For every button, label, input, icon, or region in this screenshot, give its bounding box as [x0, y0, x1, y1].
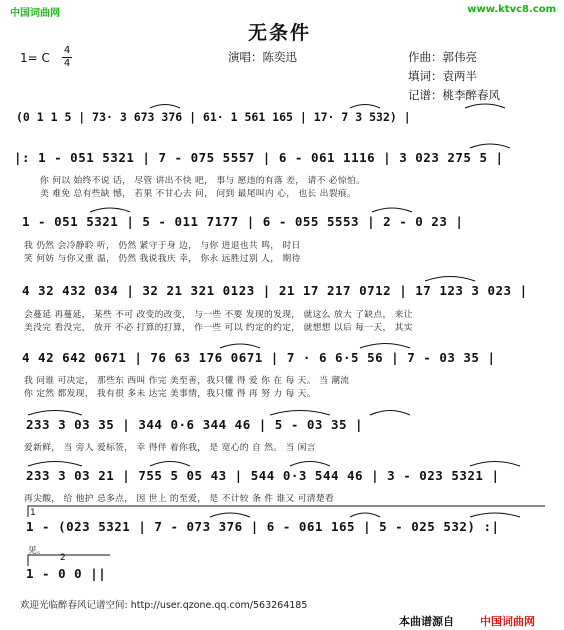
- footer-brand-link: 中国词曲网: [480, 615, 535, 628]
- time-signature-top: 4: [63, 45, 71, 56]
- composer-credit: 作曲：郭伟亮: [408, 50, 477, 64]
- lyric-row-2-verse-1: 我 仍然 会冷静聆 听， 仍然 紧守于身 边， 与你 进退也共 鸣， 时日: [24, 241, 301, 251]
- key-signature: 1= C: [20, 51, 50, 65]
- notation-row-6: 233 3 03 21 | 755 5 05 43 | 544 0·3 544 46 | 3 - 023 5321 |: [26, 468, 500, 483]
- slur-mark: [465, 104, 505, 108]
- singer-credit: 演唱：陈奕迅: [228, 50, 297, 64]
- volta-second-bracket: [28, 555, 110, 566]
- lyric-row-7: 见。: [28, 546, 47, 556]
- volta-first-label: 1: [30, 508, 36, 518]
- notation-row-5: 233 3 03 35 | 344 0·6 344 46 | 5 - 03 35 |: [26, 417, 364, 432]
- lyric-row-2-verse-2: 笑 何妨 与你又重 温， 仍然 我说我庆 幸， 你永 远胜过别 人， 期待: [24, 254, 301, 264]
- lyric-row-5: 爱新鲜， 当 旁人 爱标签， 幸 得伴 着你我， 是 宽心的 自 然。 当 闲言: [24, 443, 316, 453]
- watermark-top-right: www.ktvc8.com: [467, 4, 556, 15]
- slur-mark: [350, 105, 380, 109]
- transcriber-credit: 记谱：桃李醉春风: [408, 88, 500, 102]
- slur-mark: [350, 513, 380, 517]
- lyric-row-3-verse-2: 美没完 看没完， 放开 不必 打算的打算， 作一些 可以 约定的约定， 就想想 以后 每一天， 其实: [24, 323, 413, 333]
- notation-row-3: 4 32 432 034 | 32 21 321 0123 | 21 17 217 0712 | 17 123 3 023 |: [22, 283, 528, 298]
- notation-row-8: 1 - 0 0 ||: [26, 566, 107, 581]
- notation-row-2: 1 - 051 5321 | 5 - 011 7177 | 6 - 055 5553 | 2 - 0 23 |: [22, 214, 464, 229]
- slur-mark: [90, 208, 130, 212]
- slur-mark: [150, 105, 180, 109]
- lyric-row-3-verse-1: 会蔓延 再蔓延， 某些 不可 改变的改变， 与一些 不要 发现的发现， 就这么 放大 了缺点， 来让: [24, 310, 413, 320]
- lyric-row-6: 再尖酸， 给 他护 忌多点， 因 世上 的至爱， 是 不计较 条 件 谁又 可清楚看: [24, 494, 335, 504]
- slur-mark: [470, 513, 520, 517]
- notation-row-1: |: 1 - 051 5321 | 7 - 075 5557 | 6 - 061 1116 | 3 023 275 5 |: [14, 150, 504, 165]
- lyric-row-4-verse-1: 我 问谁 可决定， 那些东 西叫 作完 美至善，我只懂 得 爱 你 在 每 天。 当 潮流: [24, 376, 350, 386]
- slur-mark: [360, 344, 410, 349]
- notation-row-7: 1 - (023 5321 | 7 - 073 376 | 6 - 061 165 | 5 - 025 532) :|: [26, 519, 500, 534]
- slur-mark: [210, 513, 250, 517]
- slur-mark: [470, 144, 510, 148]
- song-title: 无条件: [248, 22, 312, 44]
- slur-mark: [28, 462, 82, 467]
- slur-mark: [425, 277, 475, 282]
- lyric-row-1-verse-2: 美 难免 总有些缺 憾， 若果 不甘心去 问， 问到 最尾叫内 心， 也长 出裂痕。: [40, 189, 357, 199]
- intro-notation: (0 1 1 5 | 73· 3 673 376 | 61· 1 561 165 | 17· 7 3 532) |: [16, 110, 411, 124]
- footer-source-label: 本曲谱源自: [399, 615, 454, 628]
- slur-mark: [370, 411, 410, 416]
- slur-mark: [290, 462, 330, 467]
- watermark-top-left: 中国词曲网: [10, 8, 60, 19]
- volta-second-label: 2: [60, 553, 66, 563]
- lyricist-credit: 填词：袁两半: [408, 69, 477, 83]
- time-signature-bottom: 4: [63, 58, 71, 69]
- lyric-row-4-verse-2: 你 定然 都发现， 我有很 多未 达完 美事情，我只懂 得 再 努 力 每 天。: [24, 389, 316, 399]
- slur-mark: [470, 462, 520, 467]
- slur-mark: [28, 411, 82, 416]
- slur-mark: [372, 208, 412, 212]
- footer-note: 欢迎光临醉春风记谱空间: http://user.qzone.qq.com/563264185: [20, 600, 308, 611]
- notation-row-4: 4 42 642 0671 | 76 63 176 0671 | 7 · 6 6·5 56 | 7 - 03 35 |: [22, 350, 496, 365]
- slur-mark: [270, 411, 330, 416]
- slur-mark: [220, 344, 260, 348]
- volta-first-bracket: [28, 506, 545, 517]
- slur-mark: [150, 462, 190, 467]
- lyric-row-1-verse-1: 你 何以 始终不说 话， 尽管 讲出不快 吧， 事与 愿违的有落 差， 请不 必惊怕。: [40, 176, 366, 186]
